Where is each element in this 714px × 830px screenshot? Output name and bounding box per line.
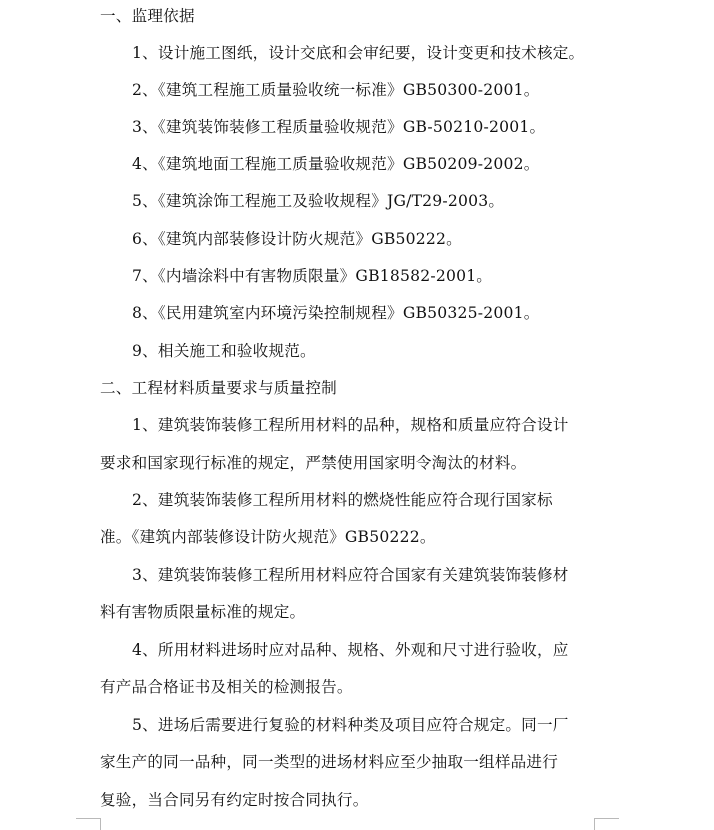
list-item-5: 5、《建筑涂饰工程施工及验收规程》JG/T29-2003。: [132, 192, 505, 210]
list-item-1: 1、设计施工图纸，设计交底和会审纪要，设计变更和技术核定。: [132, 44, 585, 62]
paragraph-5-line-2: 家生产的同一品种，同一类型的进场材料应至少抽取一组样品进行: [100, 753, 559, 771]
list-item-2: 2、《建筑工程施工质量验收统一标准》GB50300-2001。: [132, 81, 540, 99]
list-item-8: 8、《民用建筑室内环境污染控制规程》GB50325-2001。: [132, 304, 540, 322]
list-item-3: 3、《建筑装饰装修工程质量验收规范》GB-50210-2001。: [132, 118, 546, 136]
paragraph-3-line-2: 料有害物质限量标准的规定。: [100, 603, 306, 621]
paragraph-5-line-3: 复验，当合同另有约定时按合同执行。: [100, 791, 369, 809]
list-item-4: 4、《建筑地面工程施工质量验收规范》GB50209-2002。: [132, 155, 540, 173]
crop-mark-bottom-right-v: [594, 818, 595, 830]
paragraph-1-line-2: 要求和国家现行标准的规定，严禁使用国家明令淘汰的材料。: [100, 454, 527, 472]
paragraph-3-line-1: 3、建筑装饰装修工程所用材料应符合国家有关建筑装饰装修材: [132, 566, 569, 584]
list-item-6: 6、《建筑内部装修设计防火规范》GB50222。: [132, 230, 462, 248]
section-heading-2: 二、工程材料质量要求与质量控制: [100, 379, 337, 397]
crop-mark-bottom-left-h: [76, 818, 101, 819]
paragraph-4-line-1: 4、所用材料进场时应对品种、规格、外观和尺寸进行验收，应: [132, 641, 569, 659]
crop-mark-bottom-left-v: [100, 818, 101, 830]
list-item-7: 7、《内墙涂料中有害物质限量》GB18582-2001。: [132, 267, 493, 285]
paragraph-2-line-2: 准。《建筑内部装修设计防火规范》GB50222。: [100, 528, 436, 546]
paragraph-4-line-2: 有产品合格证书及相关的检测报告。: [100, 678, 353, 696]
crop-mark-bottom-right-h: [594, 818, 619, 819]
section-heading-1: 一、监理依据: [100, 7, 195, 25]
paragraph-2-line-1: 2、建筑装饰装修工程所用材料的燃烧性能应符合现行国家标: [132, 491, 553, 509]
list-item-9: 9、相关施工和验收规范。: [132, 342, 316, 360]
paragraph-5-line-1: 5、进场后需要进行复验的材料种类及项目应符合规定。同一厂: [132, 716, 569, 734]
paragraph-1-line-1: 1、建筑装饰装修工程所用材料的品种，规格和质量应符合设计: [132, 416, 569, 434]
